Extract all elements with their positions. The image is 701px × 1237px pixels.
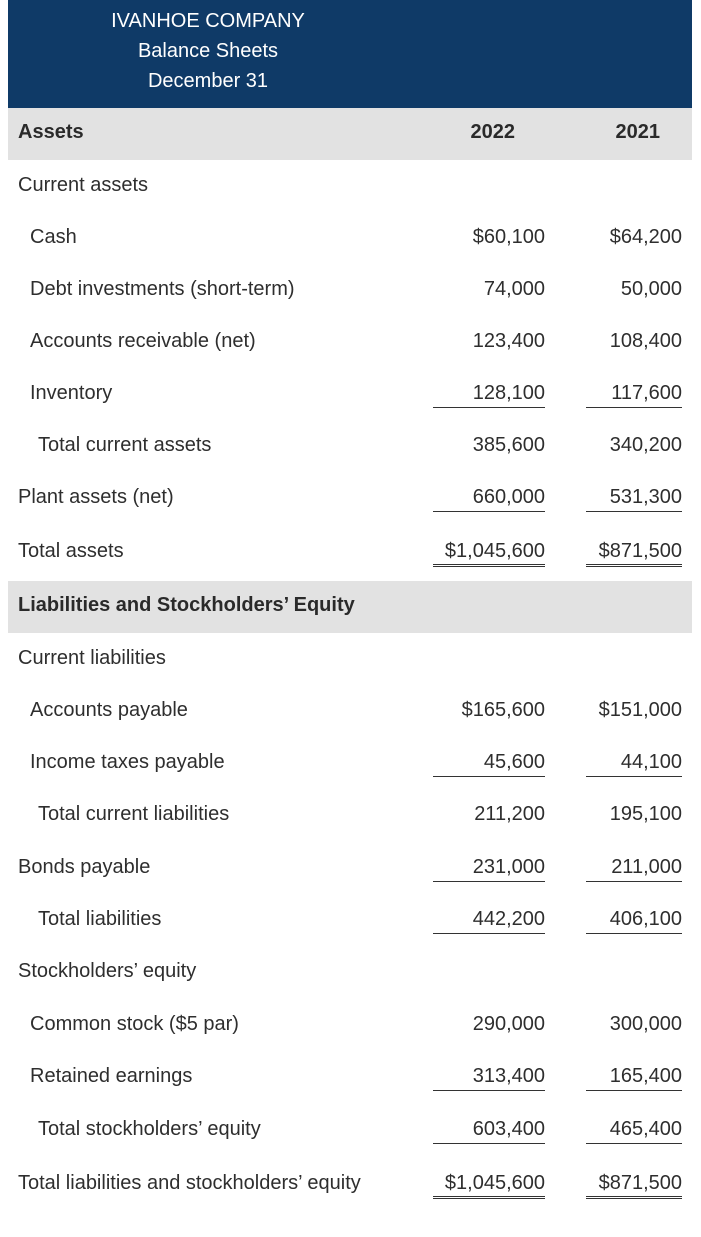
amount-2022: 442,200 <box>433 908 545 934</box>
current-assets-row <box>8 160 692 212</box>
amount-2022: 603,400 <box>433 1118 545 1144</box>
amount-2022: 128,100 <box>433 382 545 408</box>
row-label: Total assets <box>18 540 124 562</box>
amount-2022: 74,000 <box>483 278 545 300</box>
amount-2021: 195,100 <box>609 803 682 825</box>
amount-2022: $165,600 <box>461 699 545 721</box>
amount-2021: 211,000 <box>586 856 682 882</box>
retained-earnings-row <box>8 1051 692 1103</box>
cash-row <box>8 212 692 264</box>
company-name: IVANHOE COMPANY <box>111 10 305 32</box>
row-label: Total stockholders’ equity <box>38 1118 261 1140</box>
row-label: Common stock ($5 par) <box>30 1013 239 1035</box>
amount-2021: 50,000 <box>620 278 682 300</box>
row-label: Current assets <box>18 174 149 196</box>
amount-2021: 465,400 <box>586 1118 682 1144</box>
row-label: Cash <box>30 226 77 248</box>
assets-header-band <box>8 108 692 160</box>
year-2021-heading: 2021 <box>615 121 660 143</box>
liabilities-heading: Liabilities and Stockholders’ Equity <box>18 594 355 616</box>
statement-header <box>8 0 692 108</box>
accounts-receivable-row <box>8 316 692 368</box>
amount-2022: 211,200 <box>474 803 545 825</box>
bonds-payable-row <box>8 842 692 894</box>
amount-2022: 660,000 <box>433 486 545 512</box>
total-current-assets-row <box>8 420 692 472</box>
row-label: Accounts receivable (net) <box>30 330 256 352</box>
row-label: Total liabilities and stockholders’ equity <box>18 1172 361 1194</box>
total-liabilities-row <box>8 894 692 946</box>
total-liabilities-equity-row <box>8 1158 692 1210</box>
amount-2021: 165,400 <box>586 1065 682 1091</box>
amount-2022: 313,400 <box>433 1065 545 1091</box>
amount-2021: 406,100 <box>586 908 682 934</box>
amount-2021: 44,100 <box>586 751 682 777</box>
year-2022-heading: 2022 <box>470 121 515 143</box>
row-label: Debt investments (short-term) <box>30 278 295 300</box>
debt-investments-row <box>8 264 692 316</box>
row-label: Bonds payable <box>18 856 151 878</box>
row-label: Stockholders’ equity <box>18 960 197 982</box>
statement-title: Balance Sheets <box>137 40 279 62</box>
amount-2022: $60,100 <box>472 226 545 248</box>
amount-2021: $64,200 <box>609 226 682 248</box>
assets-heading: Assets <box>18 121 84 143</box>
inventory-row <box>8 368 692 420</box>
row-label: Total current liabilities <box>38 803 230 825</box>
stockholders-equity-row <box>8 946 692 998</box>
total-stockholders-equity-row <box>8 1104 692 1156</box>
current-liabilities-row <box>8 633 692 685</box>
row-label: Inventory <box>30 382 113 404</box>
plant-assets-row <box>8 472 692 524</box>
row-label: Accounts payable <box>30 699 188 721</box>
amount-2021: $871,500 <box>586 1172 682 1199</box>
income-taxes-payable-row <box>8 737 692 789</box>
liabilities-header-band <box>8 581 692 633</box>
total-current-liabilities-row <box>8 789 692 841</box>
amount-2022: 231,000 <box>433 856 545 882</box>
amount-2022: $1,045,600 <box>433 540 545 567</box>
amount-2021: 340,200 <box>609 434 682 456</box>
row-label: Total liabilities <box>38 908 162 930</box>
row-label: Income taxes payable <box>30 751 225 773</box>
amount-2021: 108,400 <box>609 330 682 352</box>
amount-2022: 290,000 <box>472 1013 545 1035</box>
amount-2021: 300,000 <box>609 1013 682 1035</box>
amount-2021: 531,300 <box>586 486 682 512</box>
amount-2021: $871,500 <box>586 540 682 567</box>
accounts-payable-row <box>8 685 692 737</box>
amount-2021: $151,000 <box>598 699 682 721</box>
row-label: Retained earnings <box>30 1065 193 1087</box>
amount-2022: 45,600 <box>433 751 545 777</box>
total-assets-row <box>8 526 692 578</box>
amount-2022: $1,045,600 <box>433 1172 545 1199</box>
amount-2022: 123,400 <box>472 330 545 352</box>
statement-date: December 31 <box>147 70 269 92</box>
amount-2022: 385,600 <box>472 434 545 456</box>
amount-2021: 117,600 <box>586 382 682 408</box>
row-label: Plant assets (net) <box>18 486 174 508</box>
common-stock-row <box>8 999 692 1051</box>
row-label: Total current assets <box>38 434 212 456</box>
row-label: Current liabilities <box>18 647 166 669</box>
